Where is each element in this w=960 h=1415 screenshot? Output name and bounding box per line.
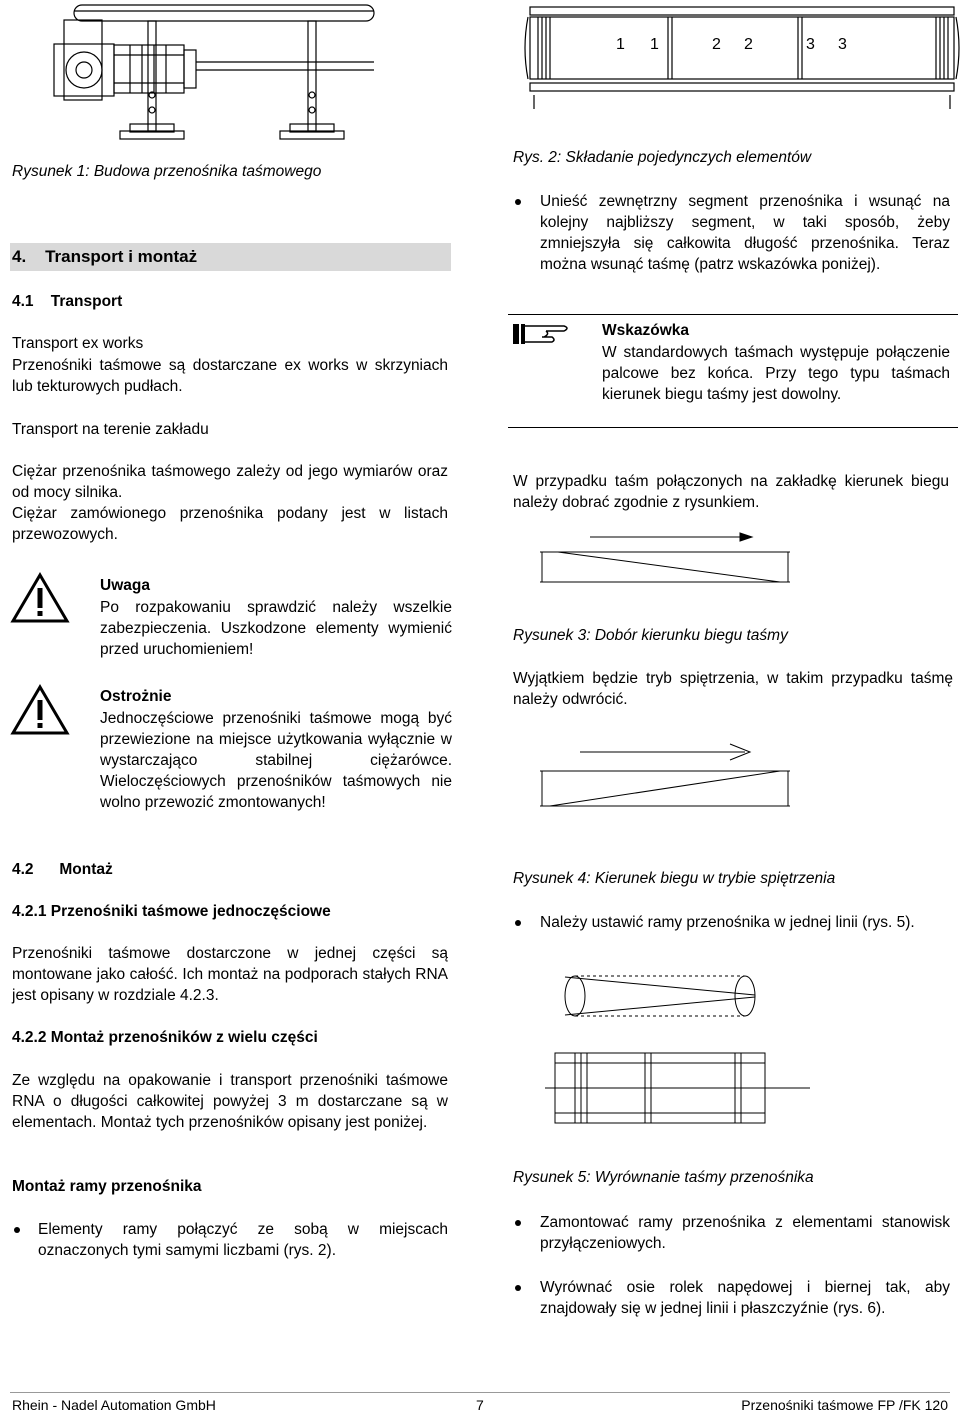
- bullet-dot: [515, 1285, 521, 1291]
- section-4-2-heading: 4.2 Montaż: [12, 861, 113, 878]
- hint-title: Wskazówka: [602, 322, 690, 339]
- footer-company: Rhein - Nadel Automation GmbH: [12, 1397, 216, 1413]
- transport-ex-works-text: Przenośniki taśmowe są dostarczane ex works w skrzyniach lub tekturowych pudłach.: [12, 357, 448, 395]
- warning-2-text: Jednoczęściowe przenośniki taśmowe mogą być przewiezione na miejsce użytkowania wyłącznie w wystarczająco stabilnej ciężarówce. Wieloczęściowych przenośników taśmowych nie wolno przewozić zmontowanych!: [100, 710, 452, 811]
- footer-page-number: 7: [476, 1397, 484, 1413]
- bullet-1-text: Unieść zewnętrzny segment przenośnika i wsunąć na kolejny najbliższy segment, w taki sposób, żeby zmniejszyła się całkowita długość przenośnika. Teraz można wsunąć taśmę (patrz wskazówka poniżej).: [540, 193, 950, 273]
- hook-belt-text: W przypadku taśm połączonych na zakładkę kierunek biegu należy dobrać zgodnie z rysunkiem.: [513, 473, 949, 511]
- exception-text: Wyjątkiem będzie tryb spiętrzenia, w takim przypadku taśmę należy odwrócić.: [513, 670, 953, 708]
- segment-number-2a: 2: [712, 36, 721, 53]
- footer-rule: [10, 1392, 950, 1393]
- transport-ex-works-title: Transport ex works: [12, 335, 144, 352]
- segment-number-3b: 3: [838, 36, 847, 53]
- hint-top-rule: [508, 314, 958, 315]
- bullet-dot: [515, 920, 521, 926]
- warning-1-text: Po rozpakowaniu sprawdzić należy wszelkie zabezpieczenia. Uszkodzone elementy wymienić przed uruchomieniem!: [100, 599, 452, 658]
- frame-assembly-heading: Montaż ramy przenośnika: [12, 1178, 202, 1195]
- figure-1-caption: Rysunek 1: Budowa przenośnika taśmowego: [12, 163, 322, 180]
- segment-number-1a: 1: [616, 36, 625, 53]
- bullet-dot: [515, 199, 521, 205]
- figure-4-caption: Rysunek 4: Kierunek biegu w trybie spiętrzenia: [513, 870, 836, 887]
- footer-document-title: Przenośniki taśmowe FP /FK 120: [741, 1397, 948, 1413]
- bullet-dot: [515, 1220, 521, 1226]
- bullet-3-text: Zamontować ramy przenośnika z elementami stanowisk przyłączeniowych.: [540, 1214, 950, 1252]
- figure-3-caption: Rysunek 3: Dobór kierunku biegu taśmy: [513, 627, 788, 644]
- weight-text-2: Ciężar zamówionego przenośnika podany jest w listach przewozowych.: [12, 505, 448, 543]
- hint-text: W standardowych taśmach występuje połączenie palcowe bez końca. Przy tego typu taśmach kierunek biegu taśmy jest dowolny.: [602, 344, 950, 403]
- section-4-2-2-heading: 4.2.2 Montaż przenośników z wielu części: [12, 1029, 318, 1046]
- segment-assembly-drawing: [528, 5, 958, 110]
- transport-site-heading: Transport na terenie zakładu: [12, 421, 209, 438]
- caution-triangle-icon: [10, 684, 70, 736]
- section-4-2-2-text: Ze względu na opakowanie i transport przenośniki taśmowe RNA o długości całkowitej powyżej 3 m dostarczane są w elementach. Montaż tych przenośników opisany jest poniżej.: [12, 1072, 448, 1131]
- section-4-2-1-text: Przenośniki taśmowe dostarczone w jednej części są montowane jako całość. Ich montaż na podporach stałych RNA jest opisany w rozdziale 4.2.3.: [12, 945, 448, 1004]
- frame-alignment-drawing: [545, 965, 815, 1125]
- pointing-hand-icon: [512, 320, 572, 348]
- warning-1-title: Uwaga: [100, 577, 150, 594]
- section-4-heading: 4. Transport i montaż: [12, 247, 198, 266]
- bullet-2-text: Należy ustawić ramy przenośnika w jednej linii (rys. 5).: [540, 914, 915, 931]
- bullet-dot: [14, 1227, 20, 1233]
- warning-triangle-icon: [10, 572, 70, 624]
- accumulation-direction-drawing: [540, 740, 800, 810]
- section-4-2-1-heading: 4.2.1 Przenośniki taśmowe jednoczęściowe: [12, 903, 331, 920]
- figure-5-caption: Rysunek 5: Wyrównanie taśmy przenośnika: [513, 1169, 814, 1186]
- segment-number-2b: 2: [744, 36, 753, 53]
- bullet-4-text: Wyrównać osie rolek napędowej i biernej tak, aby znajdowały się w jednej linii i płaszczyźnie (rys. 6).: [540, 1279, 950, 1317]
- segment-number-1b: 1: [650, 36, 659, 53]
- segment-number-3a: 3: [806, 36, 815, 53]
- frame-assembly-bullet: Elementy ramy połączyć ze sobą w miejscach oznaczonych tymi samymi liczbami (rys. 2).: [38, 1221, 448, 1259]
- warning-2-title: Ostrożnie: [100, 688, 172, 705]
- figure-2-caption: Rys. 2: Składanie pojedynczych elementów: [513, 149, 812, 166]
- weight-text-1: Ciężar przenośnika taśmowego zależy od jego wymiarów oraz od mocy silnika.: [12, 463, 448, 501]
- section-4-1-heading: 4.1 Transport: [12, 293, 123, 310]
- conveyor-structure-drawing: [50, 0, 380, 150]
- hint-bottom-rule: [508, 427, 958, 428]
- belt-direction-drawing: [540, 525, 800, 585]
